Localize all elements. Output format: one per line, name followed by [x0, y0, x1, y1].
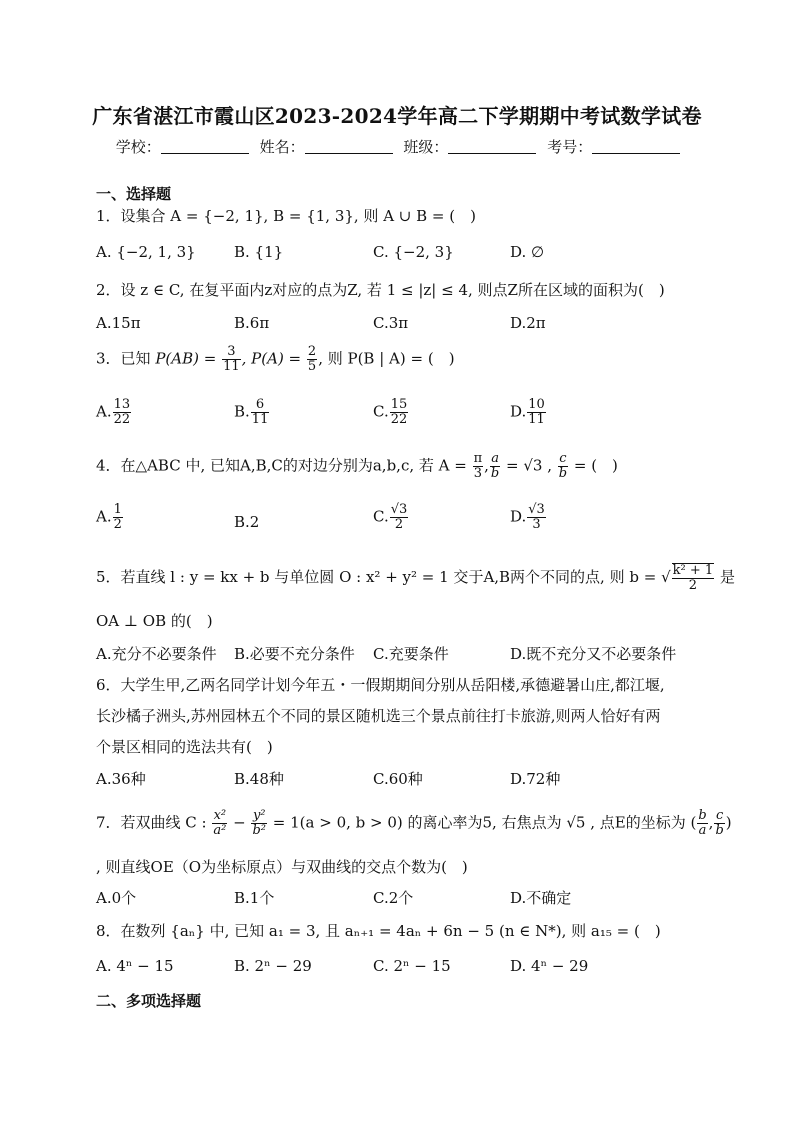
option-b[interactable]: B. {1} [234, 243, 284, 261]
question-4: 4．在△ABC 中, 已知A,B,C的对边分别为a,b,c, 若 A = $\frac{\pi}{3}$ , $\frac{a}{b}$ = √3 , $\frac{c}{b}$ = ( ) [96, 451, 618, 481]
option-b[interactable]: B. $\frac{6}{11}$ [234, 397, 269, 427]
exam-title: 广东省湛江市霞山区2023-2024学年高二下学期期中考试数学试卷 [92, 104, 702, 128]
option-d[interactable]: D. 4ⁿ − 29 [510, 957, 589, 975]
section-heading-choice: 一、选择题 [96, 185, 172, 203]
option-d[interactable]: D.2π [510, 314, 546, 332]
question-2-options [96, 314, 706, 336]
option-c[interactable]: C.2个 [373, 889, 414, 907]
fraction: $\frac{3}{11}$ [223, 344, 240, 374]
option-d[interactable]: D. $\frac{10}{11}$ [510, 397, 545, 427]
option-d[interactable]: D.不确定 [510, 889, 572, 907]
option-c[interactable]: C. 2ⁿ − 15 [373, 957, 451, 975]
fraction: $\frac{c}{b}$ [715, 808, 724, 838]
class-label: 班级： [403, 138, 449, 156]
option-b[interactable]: B. 2ⁿ − 29 [234, 957, 312, 975]
school-label: 学校： [115, 138, 161, 156]
option-c[interactable]: C. {−2, 3} [373, 243, 454, 261]
student-info-row [0, 136, 794, 157]
question-7: 7．若双曲线 C : $\frac{\text{x²}}{\text{a²}}$ − $\frac{\text{y²}}{\text{b²}}$ = 1(a > 0, b > 0) 的离心率为5, 右焦点为 √5 , 点E的坐标为 ( $\frac{b}{a}$ , $\frac{c}{b}$ ) [96, 808, 732, 838]
option-b[interactable]: B.6π [234, 314, 270, 332]
option-a[interactable]: A.0个 [96, 889, 137, 907]
option-d[interactable]: D.72种 [510, 770, 561, 788]
question-1: 1．设集合 A = {−2, 1}, B = {1, 3}, 则 A ∪ B = ( ) [96, 207, 476, 225]
question-5-cont: OA ⊥ OB 的( ) [96, 612, 213, 630]
fraction: $\frac{c}{b}$ [558, 451, 568, 481]
fraction: $\frac{\text{x²}}{\text{a²}}$ [213, 808, 227, 838]
option-a[interactable]: A. $\frac{13}{22}$ [96, 397, 131, 427]
option-a[interactable]: A.15π [96, 314, 141, 332]
question-3-options [96, 398, 706, 434]
question-8-options [96, 957, 706, 979]
class-blank[interactable] [448, 139, 536, 154]
school-blank[interactable] [161, 139, 249, 154]
fraction: $\frac{\text{k² + 1}}{2}$ [672, 563, 714, 593]
option-d[interactable]: D.既不充分又不必要条件 [510, 645, 677, 663]
fraction: $\frac{\text{y²}}{\text{b²}}$ [252, 808, 267, 838]
fraction: $\frac{a}{b}$ [490, 451, 500, 481]
option-c[interactable]: C. $\frac{15}{22}$ [373, 397, 408, 427]
option-c[interactable]: C.60种 [373, 770, 423, 788]
fraction: $\frac{b}{a}$ [698, 808, 707, 838]
fraction: $\frac{\pi}{3}$ [473, 451, 483, 481]
number-label: 考号： [547, 138, 593, 156]
question-2: 2．设 z ∈ C, 在复平面内z对应的点为Z, 若 1 ≤ |z| ≤ 4, 则点Z所在区域的面积为( ) [96, 281, 665, 299]
question-3: 3．已知 P(AB) = $\frac{3}{11}$ , P(A) = $\frac{2}{5}$ , 则 P(B | A) = ( ) [96, 344, 455, 374]
option-a[interactable]: A.36种 [96, 770, 146, 788]
question-1-options [96, 243, 706, 265]
question-5-options [96, 643, 706, 665]
option-a[interactable]: A. 4ⁿ − 15 [96, 957, 174, 975]
option-c[interactable]: C.3π [373, 314, 409, 332]
option-a[interactable]: A. $\frac{1}{2}$ [96, 502, 122, 532]
fraction: $\frac{2}{5}$ [307, 344, 317, 374]
option-c[interactable]: C.充要条件 [373, 645, 449, 663]
option-c[interactable]: C. $\frac{√3}{2}$ [373, 502, 408, 532]
name-blank[interactable] [305, 139, 393, 154]
question-4-options [96, 503, 706, 539]
name-label: 姓名： [259, 138, 305, 156]
question-6-line-1: 6．大学生甲,乙两名同学计划今年五・一假期期间分别从岳阳楼,承德避暑山庄,都江堰, [96, 676, 665, 694]
option-b[interactable]: B.2 [234, 513, 260, 531]
number-blank[interactable] [592, 139, 680, 154]
question-7-options [96, 887, 706, 909]
question-7-cont: , 则直线OE（O为坐标原点）与双曲线的交点个数为( ) [96, 858, 468, 876]
option-b[interactable]: B.1个 [234, 889, 275, 907]
option-a[interactable]: A.充分不必要条件 [96, 645, 217, 663]
option-b[interactable]: B.48种 [234, 770, 284, 788]
section-heading-multi: 二、多项选择题 [96, 992, 202, 1010]
question-6-options [96, 768, 706, 790]
question-8: 8．在数列 {aₙ} 中, 已知 a₁ = 3, 且 aₙ₊₁ = 4aₙ + 6n − 5 (n ∈ N*), 则 a₁₅ = ( ) [96, 922, 661, 940]
question-6-line-3: 个景区相同的选法共有( ) [96, 738, 273, 756]
option-d[interactable]: D. ∅ [510, 243, 545, 261]
question-6-line-2: 长沙橘子洲头,苏州园林五个不同的景区随机选三个景点前往打卡旅游,则两人恰好有两 [96, 707, 661, 725]
option-d[interactable]: D. $\frac{√3}{3}$ [510, 502, 545, 532]
question-5: 5．若直线 l : y = kx + b 与单位圆 O : x² + y² = 1 交于A,B两个不同的点, 则 b = √ $\frac{\text{k² + 1}}{2}$ 是 [96, 563, 735, 593]
option-a[interactable]: A. {−2, 1, 3} [96, 243, 196, 261]
option-b[interactable]: B.必要不充分条件 [234, 645, 355, 663]
